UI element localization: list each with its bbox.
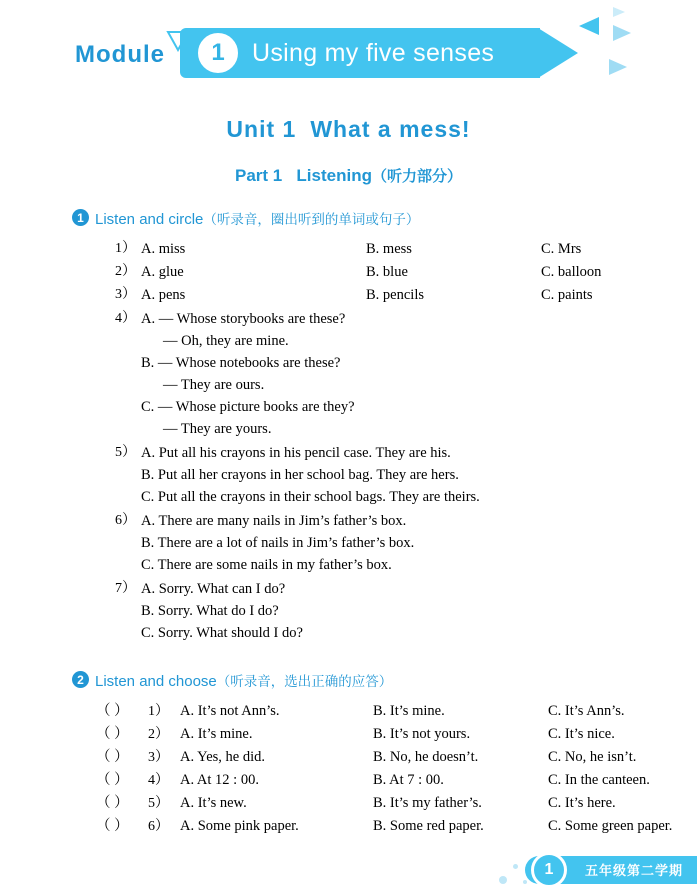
section-1-question-list <box>68 238 697 644</box>
section-listen-and-circle <box>0 208 697 644</box>
option-b[interactable]: B. At 7 : 00. <box>373 772 444 788</box>
question-number: 2） <box>115 264 136 279</box>
option-line: — They are ours. <box>163 377 265 393</box>
option-c[interactable]: C. It’s here. <box>548 795 616 811</box>
question-number: 4） <box>148 773 169 788</box>
section-2-number: 2 <box>72 671 89 688</box>
option-c[interactable]: C. paints <box>541 287 593 303</box>
option-b[interactable]: B. Some red paper. <box>373 818 484 834</box>
option-b[interactable]: B. No, he doesn’t. <box>373 749 479 765</box>
triangle-decor-icon-1 <box>578 16 600 36</box>
module-label: Module <box>75 41 165 68</box>
answer-bracket[interactable]: （ ） <box>96 749 129 765</box>
section-2-question-list <box>68 700 697 838</box>
answer-row <box>96 723 697 746</box>
section-2-title-cn: （听录音，选出正确的应答） <box>216 674 393 690</box>
option-line: — They are yours. <box>163 421 272 437</box>
option-b[interactable]: B. It’s mine. <box>373 703 445 719</box>
question-number: 1） <box>115 241 136 256</box>
part-name: Listening <box>296 166 372 185</box>
option-b[interactable]: B. It’s not yours. <box>373 726 471 742</box>
footer-grade-text: 五年级第二学期 <box>584 864 683 879</box>
triangle-decor-icon-3 <box>608 58 628 76</box>
question-block-body <box>141 308 697 440</box>
section-1-title-cn: （听录音，圈出听到的单词或句子） <box>203 212 420 228</box>
section-listen-and-choose <box>0 670 697 838</box>
answer-row <box>96 746 697 769</box>
option-line[interactable]: C. Put all the crayons in their school bags. They are theirs. <box>141 489 480 505</box>
option-c[interactable]: C. Some green paper. <box>548 818 673 834</box>
question-number: 4） <box>115 311 136 326</box>
option-line[interactable]: B. There are a lot of nails in Jim’s father’s box. <box>141 535 415 551</box>
option-c[interactable]: C. It’s nice. <box>548 726 615 742</box>
option-line[interactable]: A. Put all his crayons in his pencil case. They are his. <box>141 445 451 461</box>
section-1-heading <box>68 208 697 228</box>
question-block <box>96 308 697 440</box>
answer-bracket[interactable]: （ ） <box>96 772 129 788</box>
part-label: Part 1 <box>235 166 283 185</box>
question-number: 2） <box>148 727 169 742</box>
option-a[interactable]: A. Some pink paper. <box>180 818 299 834</box>
option-c[interactable]: C. balloon <box>541 264 602 280</box>
part-title <box>0 165 697 186</box>
question-number: 3） <box>115 287 136 302</box>
option-a[interactable]: A. glue <box>141 264 184 280</box>
question-number: 6） <box>115 513 136 528</box>
option-line[interactable]: A. — Whose storybooks are these? <box>141 311 346 327</box>
triangle-decor-icon-2 <box>612 24 632 42</box>
option-line[interactable]: B. Sorry. What do I do? <box>141 603 279 619</box>
option-a[interactable]: A. Yes, he did. <box>180 749 265 765</box>
section-2-heading <box>68 670 697 690</box>
part-name-cn: （听力部分） <box>371 167 462 185</box>
section-1-title-en: Listen and circle <box>95 211 204 228</box>
answer-bracket[interactable]: （ ） <box>96 818 129 834</box>
triangle-decor-icon-4 <box>612 6 626 18</box>
option-a[interactable]: A. At 12 : 00. <box>180 772 259 788</box>
option-a[interactable]: A. miss <box>141 241 186 257</box>
option-line: — Oh, they are mine. <box>163 333 289 349</box>
answer-row <box>96 792 697 815</box>
option-c[interactable]: C. Mrs <box>541 241 582 257</box>
question-number: 6） <box>148 819 169 834</box>
answer-bracket[interactable]: （ ） <box>96 795 129 811</box>
option-a[interactable]: A. It’s mine. <box>180 726 253 742</box>
section-1-number: 1 <box>72 209 89 226</box>
option-b[interactable]: B. pencils <box>366 287 424 303</box>
option-b[interactable]: B. blue <box>366 264 408 280</box>
option-line[interactable]: A. Sorry. What can I do? <box>141 581 286 597</box>
unit-title-right: What a mess! <box>310 116 471 142</box>
option-a[interactable]: A. It’s new. <box>180 795 247 811</box>
triangle-small-icon <box>180 56 198 72</box>
question-block-body <box>141 510 697 576</box>
option-b[interactable]: B. mess <box>366 241 412 257</box>
question-block <box>96 510 697 576</box>
answer-row <box>96 815 697 838</box>
unit-title-left: Unit 1 <box>226 116 297 142</box>
question-block-body <box>141 578 697 644</box>
option-b[interactable]: B. It’s my father’s. <box>373 795 482 811</box>
answer-bracket[interactable]: （ ） <box>96 703 129 719</box>
option-a[interactable]: A. pens <box>141 287 186 303</box>
question-row <box>96 238 697 260</box>
triangle-outline-icon <box>166 30 190 52</box>
option-c[interactable]: C. In the canteen. <box>548 772 650 788</box>
question-row <box>96 284 697 306</box>
banner-arrow-shape <box>538 28 578 78</box>
module-banner <box>0 0 697 100</box>
unit-title <box>0 116 697 143</box>
answer-row <box>96 700 697 723</box>
page-footer <box>0 852 697 892</box>
option-line[interactable]: B. — Whose notebooks are these? <box>141 355 341 371</box>
option-line[interactable]: C. — Whose picture books are they? <box>141 399 355 415</box>
question-block-body <box>141 442 697 508</box>
option-line[interactable]: B. Put all her crayons in her school bag. They are hers. <box>141 467 459 483</box>
page-number-badge: 1 <box>531 852 567 888</box>
option-c[interactable]: C. No, he isn’t. <box>548 749 637 765</box>
option-c[interactable]: C. It’s Ann’s. <box>548 703 625 719</box>
option-line[interactable]: C. Sorry. What should I do? <box>141 625 303 641</box>
question-number: 5） <box>148 796 169 811</box>
module-title: Using my five senses <box>252 39 495 67</box>
answer-bracket[interactable]: （ ） <box>96 726 129 742</box>
question-block <box>96 442 697 508</box>
module-number-badge <box>198 33 238 73</box>
question-row <box>96 261 697 283</box>
option-a[interactable]: A. It’s not Ann’s. <box>180 703 280 719</box>
option-line[interactable]: A. There are many nails in Jim’s father’s box. <box>141 513 407 529</box>
question-number: 7） <box>115 581 136 596</box>
option-line[interactable]: C. There are some nails in my father’s box. <box>141 557 392 573</box>
question-number: 5） <box>115 445 136 460</box>
question-number: 3） <box>148 750 169 765</box>
module-number: 1 <box>211 39 225 66</box>
question-number: 1） <box>148 704 169 719</box>
answer-row <box>96 769 697 792</box>
question-block <box>96 578 697 644</box>
section-2-title-en: Listen and choose <box>95 673 217 690</box>
